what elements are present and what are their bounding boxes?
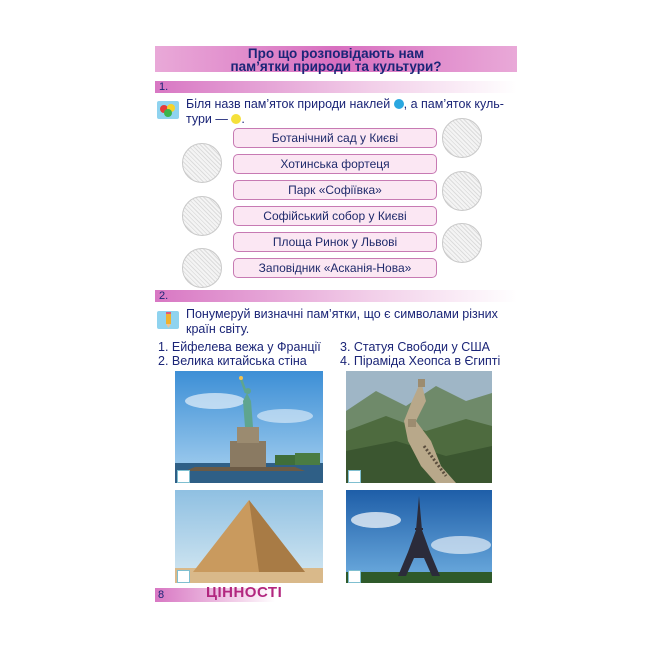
numbering-task-icon: [157, 311, 179, 329]
sticker-placeholder[interactable]: [442, 171, 482, 211]
task-2-instruction-line-2: країн світу.: [186, 322, 250, 336]
number-answer-box[interactable]: [348, 570, 361, 583]
landmark-option[interactable]: Парк «Софіївка»: [233, 180, 437, 200]
landmark-list-item: 4. Піраміда Хеопса в Єгипті: [340, 354, 501, 368]
landmark-option[interactable]: Хотинська фортеця: [233, 154, 437, 174]
pyramid-photo: [175, 490, 323, 583]
sticker-icon: [157, 101, 179, 119]
number-answer-box[interactable]: [177, 570, 190, 583]
number-answer-box[interactable]: [348, 470, 361, 483]
pencil-icon: [157, 311, 179, 329]
sticker-placeholder[interactable]: [182, 248, 222, 288]
sticker-placeholder[interactable]: [442, 223, 482, 263]
task-1-instruction-text: Біля назв пам’яток природи наклей: [186, 97, 391, 111]
page-title-line-1: Про що розповідають нам: [247, 46, 425, 61]
blue-sticker-dot-icon: [394, 99, 404, 109]
task-2-instruction-line-1: Понумеруй визначні пам’ятки, що є символами різних: [186, 307, 498, 321]
task-1-instruction-mid: , а пам’яток куль-: [403, 97, 504, 111]
task-2-number: 2.: [159, 290, 169, 302]
number-answer-box[interactable]: [177, 470, 190, 483]
landmark-option[interactable]: Ботанічний сад у Києві: [233, 128, 437, 148]
section-label: ЦІННОСТІ: [206, 584, 283, 601]
page-number: 8: [158, 589, 165, 601]
task-1-bar: [155, 81, 517, 93]
landmark-list-item: 1. Ейфелева вежа у Франції: [158, 340, 321, 354]
landmark-option[interactable]: Заповідник «Асканія-Нова»: [233, 258, 437, 278]
task-2-bar: [155, 290, 517, 302]
landmark-list-item: 2. Велика китайська стіна: [158, 354, 307, 368]
landmark-option[interactable]: Софійський собор у Києві: [233, 206, 437, 226]
sticker-placeholder[interactable]: [182, 196, 222, 236]
landmark-option[interactable]: Площа Ринок у Львові: [233, 232, 437, 252]
page-title-line-2: пам’ятки природи та культури?: [230, 59, 442, 74]
task-1-number: 1.: [159, 81, 169, 93]
eiffel-tower-photo: [346, 490, 492, 583]
task-1-instruction-text-2: тури —: [186, 112, 228, 126]
sticker-task-icon: [157, 101, 179, 119]
yellow-sticker-dot-icon: [231, 114, 241, 124]
statue-of-liberty-photo: [175, 371, 323, 483]
sticker-placeholder[interactable]: [182, 143, 222, 183]
landmark-list-item: 3. Статуя Свободи у США: [340, 340, 491, 354]
task-1-instruction-line-2: [186, 112, 245, 127]
task-1-instruction-end: .: [241, 112, 245, 126]
great-wall-photo: [346, 371, 492, 483]
task-1-instruction-line-1: [186, 97, 504, 112]
sticker-placeholder[interactable]: [442, 118, 482, 158]
